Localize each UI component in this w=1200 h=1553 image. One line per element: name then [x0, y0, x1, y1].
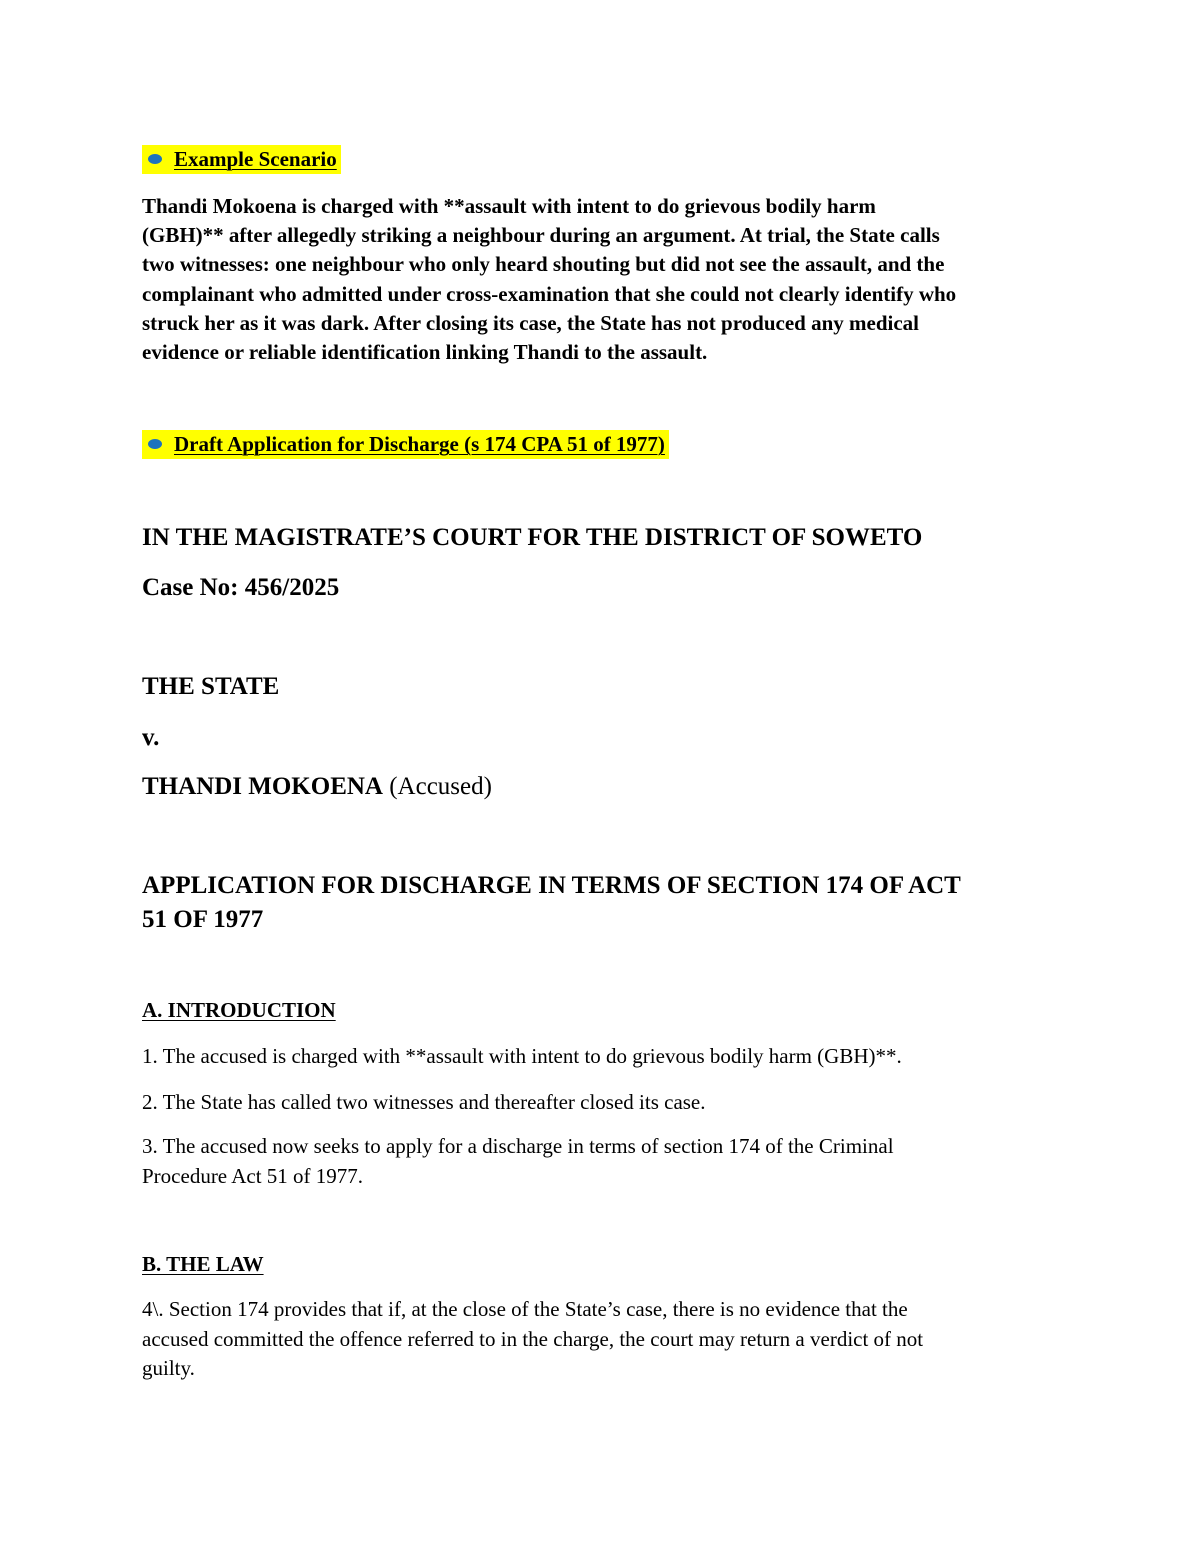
- intro-paragraph-3-line: 3. The accused now seeks to apply for a discharge in terms of section 174 of the Criminal: [142, 1134, 894, 1158]
- intro-paragraph-3: [142, 1132, 894, 1191]
- highlighted-heading: [142, 430, 669, 459]
- party-state: THE STATE: [142, 673, 280, 700]
- application-title-line: APPLICATION FOR DISCHARGE IN TERMS OF SECTION 174 OF ACT: [142, 872, 961, 899]
- application-title: [142, 869, 961, 937]
- law-paragraph-4-line: accused committed the offence referred to in the charge, the court may return a verdict of not: [142, 1326, 924, 1351]
- highlighted-heading: [142, 145, 341, 174]
- accused-suffix: (Accused): [382, 773, 492, 800]
- law-paragraph-4: [142, 1295, 923, 1384]
- bullet-icon: [148, 154, 162, 164]
- law-paragraph-4-line: guilty.: [142, 1356, 195, 1380]
- example-scenario-heading: [142, 145, 341, 174]
- intro-paragraph-2: 2. The State has called two witnesses and thereafter closed its case.: [142, 1090, 706, 1114]
- scenario-line: two witnesses: one neighbour who only heard shouting but did not see the assault, and the: [142, 252, 945, 277]
- intro-paragraph-3-line: Procedure Act 51 of 1977.: [142, 1163, 364, 1188]
- draft-application-heading: [142, 430, 669, 459]
- versus: v.: [142, 724, 160, 751]
- law-paragraph-4-line: 4\. Section 174 provides that if, at the close of the State’s case, there is no evidence that the: [142, 1297, 908, 1321]
- bullet-icon: [148, 439, 162, 449]
- scenario-paragraph: [142, 192, 1072, 367]
- law-heading: B. THE LAW: [142, 1252, 264, 1276]
- draft-application-label: Draft Application for Discharge (s 174 CPA 51 of 1977): [174, 432, 665, 456]
- example-scenario-label: Example Scenario: [174, 147, 337, 171]
- intro-paragraph-1: 1. The accused is charged with **assault with intent to do grievous bodily harm (GBH)**.: [142, 1044, 902, 1068]
- scenario-line: Thandi Mokoena is charged with **assault with intent to do grievous bodily harm: [142, 194, 876, 218]
- accused-name: THANDI MOKOENA: [142, 773, 383, 800]
- court-name: IN THE MAGISTRATE’S COURT FOR THE DISTRICT OF SOWETO: [142, 524, 923, 551]
- introduction-heading: A. INTRODUCTION: [142, 998, 336, 1022]
- application-title-line: 51 OF 1977: [142, 906, 264, 933]
- party-accused: [142, 771, 492, 803]
- scenario-line: complainant who admitted under cross-examination that she could not clearly identify who: [142, 281, 957, 306]
- scenario-line: (GBH)** after allegedly striking a neighbour during an argument. At trial, the State calls: [142, 223, 940, 248]
- case-number: Case No: 456/2025: [142, 574, 340, 601]
- scenario-line: evidence or reliable identification linking Thandi to the assault.: [142, 340, 708, 365]
- scenario-line: struck her as it was dark. After closing its case, the State has not produced any medical: [142, 310, 919, 335]
